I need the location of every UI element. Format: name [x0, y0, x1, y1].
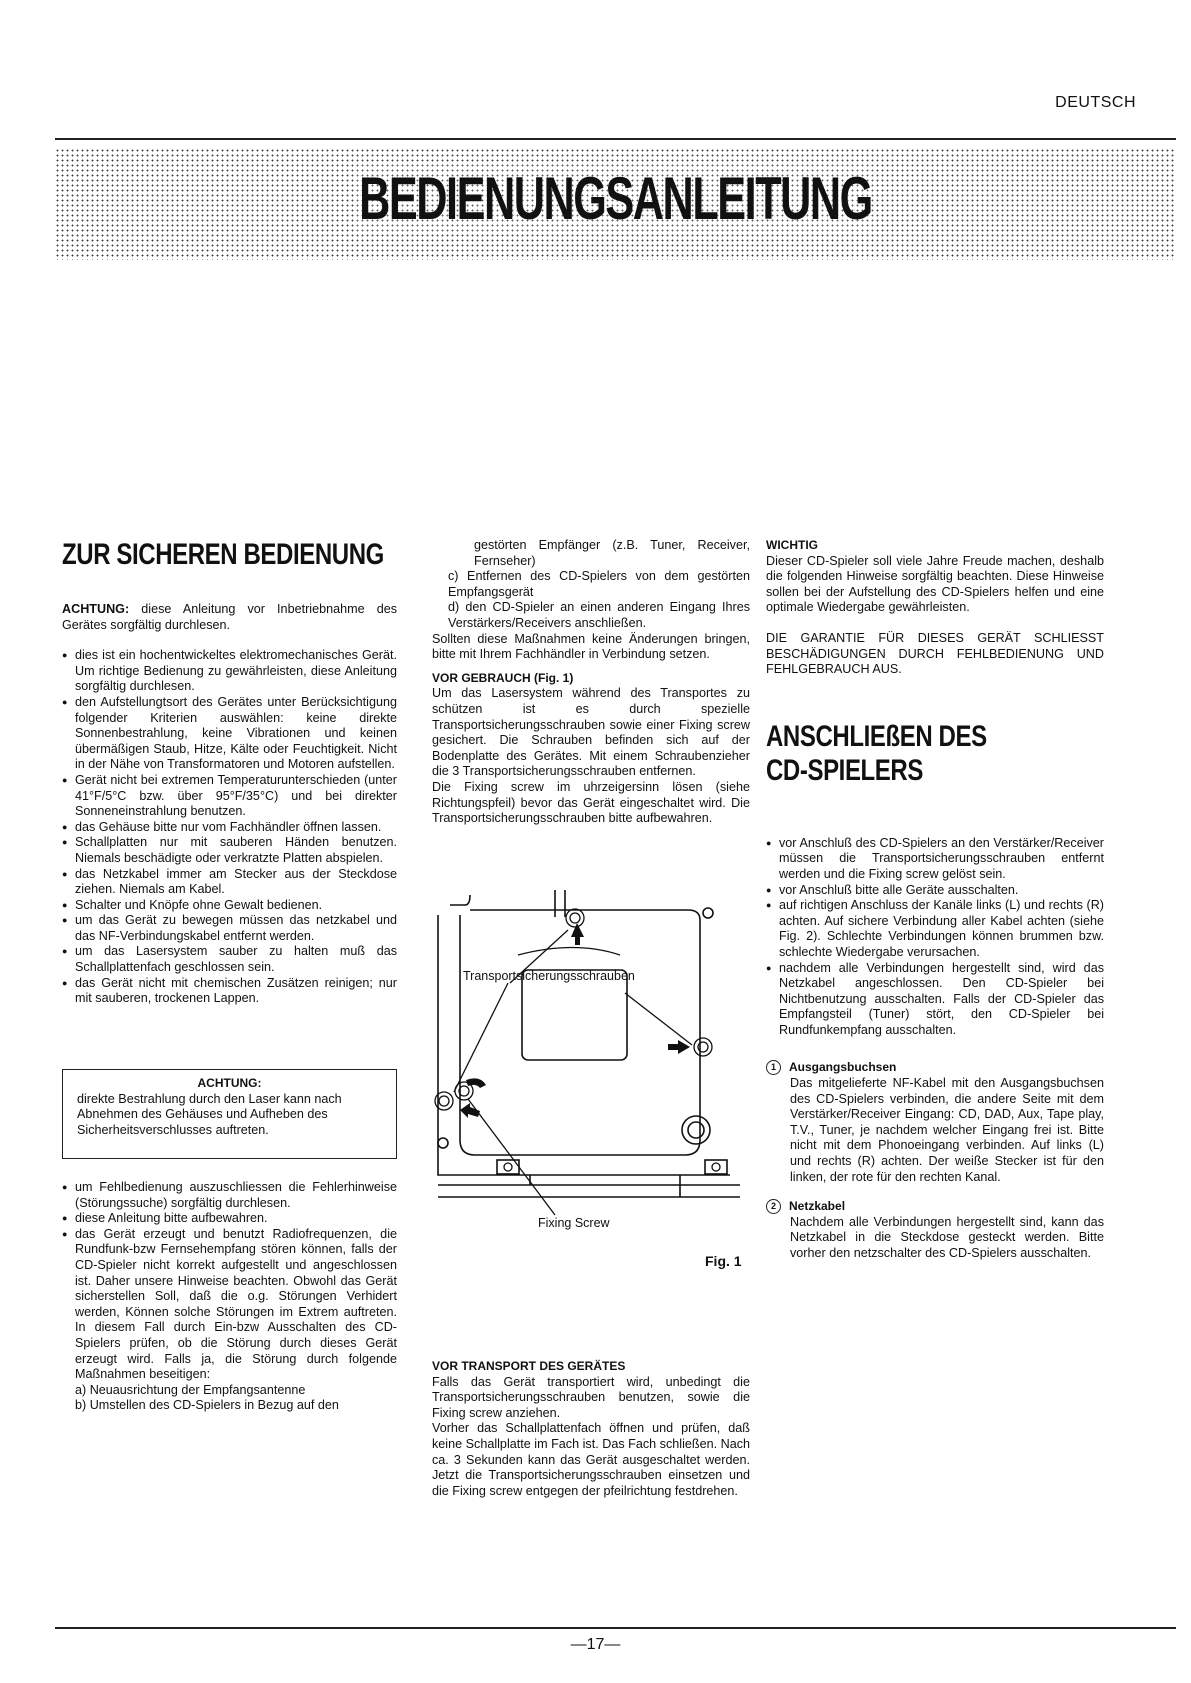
- column-3: [766, 538, 1104, 1262]
- measure-d: d) den CD-Spieler an einen anderen Eingang Ihres Verstärkers/Receivers anschließen.: [448, 600, 750, 630]
- transport-text: Falls das Gerät transportiert wird, unbedingt die Transportsicherungsschrauben benutzen, sowie die Fixing screw anziehen.: [432, 1374, 750, 1420]
- measures-closing: Sollten diese Maßnahmen keine Änderungen bringen, bitte mit Ihrem Fachhändler in Verbindung setzen.: [432, 631, 750, 662]
- connect-heading-line-1: ANSCHLIEßEN DES: [766, 719, 987, 753]
- fixing-screw-label: Fixing Screw: [538, 1216, 610, 1230]
- list-item: ● um das Gerät zu bewegen müssen das netzkabel und das NF-Verbindungskabel entfernt werden.: [62, 913, 397, 944]
- interference-list: [62, 1180, 397, 1383]
- outputs-text: Das mitgelieferte NF-Kabel mit den Ausgangsbuchsen des CD-Spielers verbinden, die andere Seite mit dem Verstärker/Receiver Eingang: CD, DAD, Aux, Tape play, T.V., Tuner, je nachdem welcher Eingang frei ist. Bitte nicht mit dem Phonoeingang verbinden. Auf links (L) und rechts (R) achten. Der weiße Stecker ist für den linken, der rote für den rechten Kanal.: [790, 1076, 1104, 1184]
- transport-title: VOR TRANSPORT DES GERÄTES: [432, 1359, 626, 1373]
- measure-b: b) Umstellen des CD-Spielers in Bezug auf den: [75, 1398, 339, 1413]
- list-item: ● das Gehäuse bitte nur vom Fachhändler öffnen lassen.: [62, 820, 397, 836]
- column-1-lower: [62, 1180, 397, 1414]
- column-1: [62, 538, 397, 1007]
- wichtig-text: Dieser CD-Spieler soll viele Jahre Freude machen, deshalb die folgenden Hinweise sorgfältig beachten. Diese Hinweise sollen bei der Aufstellung des CD-Spielers helfen und eine optimale Wiedergabe gewährleisten.: [766, 553, 1104, 615]
- list-item: ● Gerät nicht bei extremen Temperaturunterschieden (unter 41°F/5°C bzw. über 95°F/35°C) und bei direkter Sonneneinstrahlung benutzen.: [62, 773, 397, 820]
- power-cable-title: 2 Netzkabel: [766, 1199, 1104, 1215]
- connect-heading-line-2: CD-SPIELERS: [766, 753, 923, 787]
- warning-title: ACHTUNG:: [197, 1076, 262, 1090]
- bottom-rule: [55, 1627, 1176, 1629]
- figure-caption: Fig. 1: [705, 1253, 742, 1269]
- top-rule: [55, 138, 1176, 140]
- list-item: ● das Gerät erzeugt und benutzt Radiofrequenzen, die Rundfunk-bzw Fernsehempfang stören können, falls der CD-Spieler nicht korrekt aufgestellt und angeschlossen ist. Daher unsere Hinweise beachten. Obwohl das Gerät sicherstellen Soll, daß die o.g. Störungen Verhidert werden, Können solche Störungen im Extrem auftreten. In diesem Fall durch Ein-bzw Ausschalten des CD-Spielers prüfen, ob die Störung durch dieses Gerät erzeugt wird. Falls ja, die Störung durch folgende Maßnahmen beseitigen:: [62, 1227, 397, 1383]
- list-item: ● das Gerät nicht mit chemischen Zusätzen reinigen; nur mit sauberen, trockenen Lappen.: [62, 976, 397, 1007]
- warning-text: direkte Bestrahlung durch den Laser kann nach Abnehmen des Gehäuses und Aufheben des Sicherheitsverschlusses auftreten.: [77, 1091, 342, 1137]
- vor-gebrauch-title: VOR GEBRAUCH (Fig. 1): [432, 670, 574, 685]
- safety-heading: ZUR SICHEREN BEDIENUNG: [62, 538, 384, 571]
- figure-1-diagram: [430, 885, 750, 1235]
- list-item: ● nachdem alle Verbindungen hergestellt sind, wird das Netzkabel angeschlossen. Den CD-Spieler bei Nichtbenutzung ausschalten. Falls der CD-Spieler das Empfangsteil (Tuner) stört, den CD-Spieler bei Rundfunkempfang ausschalten.: [766, 961, 1104, 1039]
- transport-screws-label: Transportsicherungsschrauben: [463, 969, 635, 983]
- list-item: ● Schalter und Knöpfe ohne Gewalt bedienen.: [62, 898, 397, 914]
- list-item: ● das Netzkabel immer am Stecker aus der Steckdose ziehen. Niemals am Kabel.: [62, 867, 397, 898]
- number-2-icon: 2: [766, 1199, 781, 1214]
- safety-list: [62, 648, 397, 1007]
- power-cable-text: Nachdem alle Verbindungen hergestellt sind, kann das Netzkabel in die Steckdose gesteckt werden. Bitte vorher den netzschalter des CD-Spielers ausschalten.: [790, 1214, 1104, 1260]
- vor-gebrauch-text-2: Die Fixing screw im uhrzeigersinn lösen (siehe Richtungspfeil) bevor das Gerät eingeschaltet wird. Die Transportsicherungsschrauben bitte aufbewahren.: [432, 779, 750, 826]
- measure-a: a) Neuausrichtung der Empfangsantenne: [75, 1382, 306, 1397]
- list-item: ● vor Anschluß bitte alle Geräte ausschalten.: [766, 883, 1104, 899]
- list-item: ● um das Lasersystem sauber zu halten muß das Schallplattenfach geschlossen sein.: [62, 944, 397, 975]
- language-label: DEUTSCH: [1055, 94, 1136, 111]
- connect-list: [766, 836, 1104, 1039]
- page-number: —17—: [570, 1636, 621, 1653]
- achtung-note: ACHTUNG: diese Anleitung vor Inbetriebnahme des Gerätes sorgfältig durchlesen.: [62, 602, 397, 632]
- column-2: [432, 538, 750, 827]
- number-1-icon: 1: [766, 1060, 781, 1075]
- outputs-title: 1 Ausgangsbuchsen: [766, 1060, 1104, 1076]
- list-item: ● dies ist ein hochentwickeltes elektromechanisches Gerät. Um richtige Bedienung zu gewährleisten, diese Anleitung sorgfältig durchlesen.: [62, 648, 397, 695]
- page-title: BEDIENUNGSANLEITUNG: [212, 164, 1019, 233]
- title-banner: [55, 148, 1176, 260]
- transport-text-2: Vorher das Schallplattenfach öffnen und prüfen, daß keine Schallplatte im Fach ist. Das Fach schließen. Nach ca. 3 Sekunden kann das Gerät ausgeschaltet werden. Jetzt die Transportsicherungsschrauben einsetzen und die Fixing screw entgegen der pfeilrichtung festdrehen.: [432, 1421, 750, 1498]
- list-item: ● auf richtigen Anschluss der Kanäle links (L) und rechts (R) achten. Auf sichere Verbindung aller Kabel achten (siehe Fig. 2). Schlechte Verbindungen können brummen bzw. schlechte Wiedergabe verursachen.: [766, 898, 1104, 960]
- list-item: ● um Fehlbedienung auszuschliessen die Fehlerhinweise (Störungssuche) sorgfältig durchlesen.: [62, 1180, 397, 1211]
- vor-gebrauch-text: Um das Lasersystem während des Transportes zu schützen ist es durch spezielle Transportsicherungsschrauben sowie einer Fixing screw gesichert. Die Schrauben befinden sich auf der Bodenplatte des Gerätes. Mit einem Schraubenzieher die 3 Transportsicherungsschrauben entfernen.: [432, 686, 750, 779]
- measure-b-continued: gestörten Empfänger (z.B. Tuner, Receiver, Fernseher): [474, 538, 750, 568]
- wichtig-title: WICHTIG: [766, 538, 818, 552]
- list-item: ● den Aufstellungtsort des Gerätes unter Berücksichtigung folgender Kriterien auswählen: keine direkte Sonnenbestrahlung, keine Vibrationen und keinen übermäßigen Staub, Hitze, Kälte oder Feuchtigkeit. Nicht in der Nähe von Transformatoren und Motoren aufstellen.: [62, 695, 397, 773]
- list-item: ● vor Anschluß des CD-Spielers an den Verstärker/Receiver müssen die Transportsicherungsschrauben entfernt werden und die Fixing screw gelöst sein.: [766, 836, 1104, 883]
- warranty-notice: DIE GARANTIE FÜR DIESES GERÄT SCHLIESST BESCHÄDIGUNGEN DURCH FEHLBEDIENUNG UND FEHLGEBRAUCH AUS.: [766, 630, 1104, 677]
- list-item: ● Schallplatten nur mit sauberen Händen benutzen. Niemals beschädigte oder verkratzte Platten abspielen.: [62, 835, 397, 866]
- list-item: ● diese Anleitung bitte aufbewahren.: [62, 1211, 397, 1227]
- measure-c: c) Entfernen des CD-Spielers von dem gestörten Empfangsgerät: [448, 569, 750, 599]
- column-2-lower: [432, 1359, 750, 1499]
- laser-warning-box: [62, 1069, 397, 1159]
